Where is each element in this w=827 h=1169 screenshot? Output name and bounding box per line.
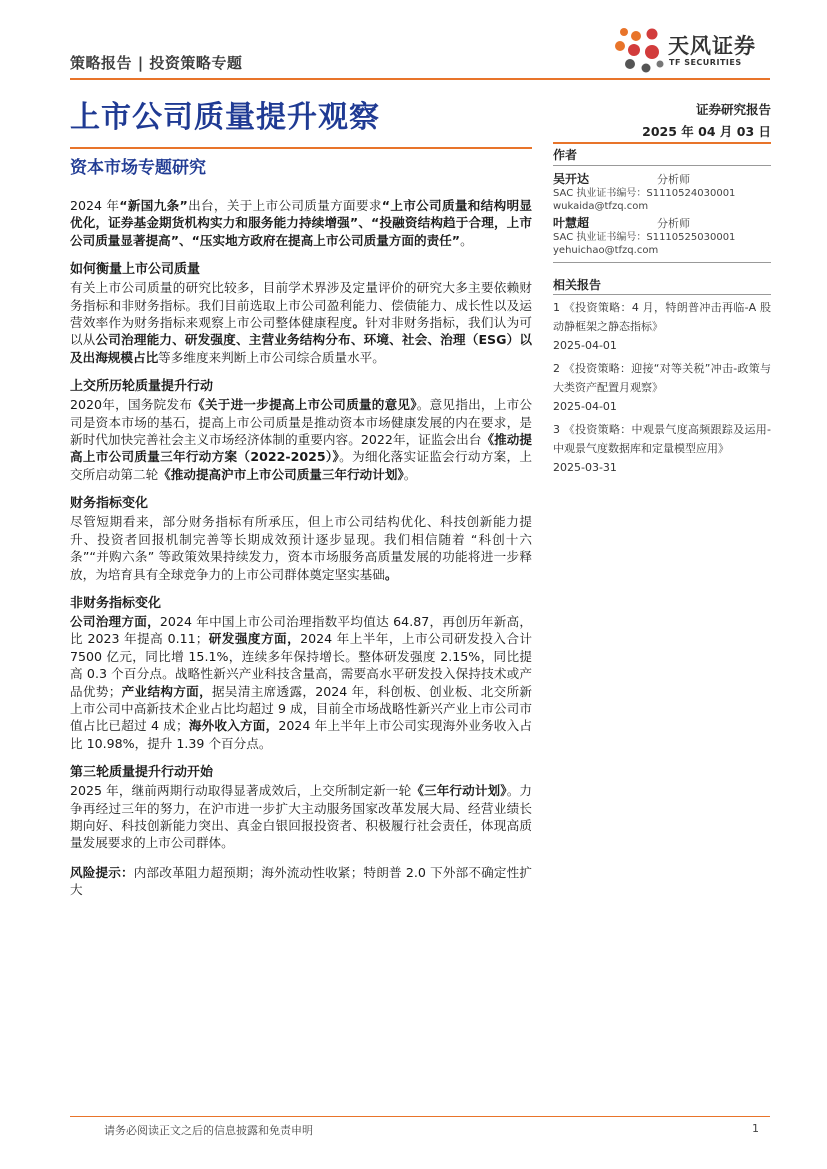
related-report-date: 2025-04-01 — [553, 339, 617, 352]
intro-text: 出台，关于上市公司质量方面要求 — [187, 198, 382, 213]
intro-bold: “上市公司质量和结构明显优化，证券基金期货机构实力和服务能力持续增强”、“投融资结构趋于合理，上市公司质量显著提高”、“压实地方政府在提高上市公司质量方面的责任” — [70, 198, 533, 248]
sidebar-rule — [553, 294, 771, 295]
section-bold: 《推动提高上市公司质量三年行动方案（2022-2025）》 — [70, 432, 532, 465]
doc-type: 证券研究报告 — [695, 102, 771, 117]
author-sac: SAC 执业证书编号：S1110525030001 — [553, 232, 736, 243]
logo-en: TF SECURITIES — [669, 58, 742, 67]
section-text: 2020年，国务院发布 — [70, 397, 193, 413]
section-bold: 公司治理能力、研发强度、主营业务结构分布、环境、社会、治理（ESG）以及出海规模占比 — [70, 332, 532, 365]
section-bold: 。 — [384, 566, 398, 582]
related-reports-title: 相关报告 — [553, 278, 602, 292]
intro-text: 2024 年 — [70, 198, 120, 213]
section-bold: 《三年行动计划》 — [411, 783, 507, 799]
section-text: 尽管短期看来，部分财务指标有所承压，但上市公司结构优化、科技创新能力提升、投资者回报机制完善等长期成效预计逐步显现。我们相信随着 “科创十六条”“并购六条” 等政策效果持续发力，资本市场服务高质量发展的功能将进一步释放，为培育具有全球竞争力的上市公司群体奠定坚实基础 — [70, 514, 532, 582]
footer-divider — [70, 1116, 770, 1117]
doc-date: 2025 年 04 月 03 日 — [642, 124, 771, 139]
section-text: 2024 年中国上市公司治理指数平均值达 64.87，再创历年新高，比 2023 年提高 0.11； — [70, 613, 532, 647]
risk-warning — [70, 864, 532, 899]
section-text: 有关上市公司质量的研究比较多，目前学术界涉及定量评价的研究大多主要依赖财务指标和非财务指标。我们目前选取上市公司盈利能力、偿债能力、成长性以及运营效率作为财务指标来观察上市公司整体健康程度 — [70, 280, 532, 331]
page-subtitle: 资本市场专题研究 — [70, 158, 206, 178]
risk-text: 内部改革阻力超预期；海外流动性收紧；特朗普 2.0 下外部不确定性扩大 — [70, 864, 532, 898]
sidebar-rule — [553, 165, 771, 166]
related-report-text[interactable]: 3 《投资策略：中观景气度高频跟踪及运用-中观景气度数据库和定量模型应用》 — [553, 423, 771, 455]
related-report-date: 2025-03-31 — [553, 461, 617, 474]
section-financial — [70, 495, 532, 583]
title-divider — [70, 147, 532, 149]
author-card — [553, 170, 771, 213]
section-text: 。力争再经过三年的努力，在沪市进一步扩大主动服务国家改革发展大局、经营业绩长期向好、科技创新能力突出、真金白银回报投资者、积极履行社会责任，体现高质量发展要求的上市公司群体。 — [70, 783, 532, 851]
authors-title: 作者 — [553, 148, 578, 162]
author-role: 分析师 — [657, 217, 690, 230]
intro-bold: “新国九条” — [119, 198, 188, 213]
section-text: 。意见指出，上市公司是资本市场的基石，提高上市公司质量是推动资本市场健康发展的内在要求，是新时代加快完善社会主义市场经济体制的重要内容。2022年，证监会出台 — [70, 397, 533, 448]
main-content — [70, 197, 532, 899]
section-third-round — [70, 764, 532, 852]
footer-disclaimer: 请务必阅读正文之后的信息披露和免责申明 — [104, 1124, 313, 1137]
section-bold: 产业结构方面， — [121, 683, 212, 699]
author-name: 叶慧超 — [553, 216, 590, 230]
section-title: 非财务指标变化 — [70, 595, 162, 611]
section-text: 据吴清主席透露，2024 年，科创板、创业板、北交所新上市公司中高新技术企业占比均超过 9 成，目前全市场战略性新兴产业上市公司市值占比已超过 4 成； — [70, 683, 533, 734]
section-title: 上交所历轮质量提升行动 — [70, 379, 214, 395]
section-quality-measure — [70, 261, 532, 366]
related-report-item[interactable] — [553, 298, 771, 355]
section-title: 如何衡量上市公司质量 — [70, 262, 201, 278]
section-text: 2024 年上半年，上市公司研发投入合计 7500 亿元，同比增 15.1%，连续多年保持增长。整体研发强度 2.15%，同比提高 0.3 个百分点。战略性新兴产业科技含量高，需要高水平研发投入保持技术或产品优势； — [70, 631, 532, 699]
intro-text: 。 — [460, 232, 473, 248]
section-text: 。 — [403, 466, 417, 482]
section-text: 2025 年，继前两期行动取得显著成效后，上交所制定新一轮 — [70, 783, 412, 799]
section-bold: 《关于进一步提高上市公司质量的意见》 — [192, 397, 417, 413]
related-report-item[interactable] — [553, 420, 771, 477]
author-role: 分析师 — [657, 173, 690, 186]
author-email[interactable]: wukaida@tfzq.com — [553, 201, 649, 212]
related-report-date: 2025-04-01 — [553, 400, 617, 413]
section-title: 财务指标变化 — [70, 496, 149, 512]
logo-name: 天风证券 — [668, 34, 756, 58]
section-nonfinancial — [70, 595, 532, 752]
section-text: 针对非财务指标，我们认为可以从 — [70, 315, 533, 348]
section-text: 。为细化落实证监会行动方案，上交所启动第二轮 — [70, 449, 533, 482]
section-text: 2024 年上半年上市公司实现海外业务收入占比 10.98%，提升 1.39 个百分点。 — [70, 718, 532, 751]
risk-label: 风险提示： — [70, 864, 134, 880]
author-email[interactable]: yehuichao@tfzq.com — [553, 245, 659, 256]
section-bold: 公司治理方面， — [70, 613, 160, 629]
section-bold: 《推动提高沪市上市公司质量三年行动计划》 — [158, 466, 404, 482]
page-title: 上市公司质量提升观察 — [70, 100, 380, 135]
page-number: 1 — [752, 1122, 759, 1135]
related-report-text[interactable]: 2 《投资策略：迎接“对等关税”冲击-政策与大类资产配置月观察》 — [553, 362, 771, 394]
related-report-list — [553, 298, 771, 477]
sidebar-rule — [553, 262, 771, 263]
header-divider — [70, 78, 770, 80]
intro-paragraph — [70, 197, 532, 249]
section-title: 第三轮质量提升行动开始 — [70, 765, 214, 781]
section-bold: 研发强度方面， — [208, 631, 301, 647]
section-bold: 海外收入方面， — [188, 718, 279, 734]
section-bold: 。 — [352, 315, 366, 331]
sidebar-divider — [553, 142, 771, 144]
section-text: 等多维度来判断上市公司综合质量水平。 — [158, 349, 385, 365]
author-card — [553, 214, 771, 257]
report-category: 策略报告 | 投资策略专题 — [70, 54, 243, 72]
section-sse-actions — [70, 378, 532, 483]
author-sac: SAC 执业证书编号：S1110524030001 — [553, 188, 736, 199]
author-name: 吴开达 — [553, 172, 590, 186]
related-report-text[interactable]: 1 《投资策略：4 月，特朗普冲击再临-A 股动静框架之静态指标》 — [553, 301, 771, 333]
related-report-item[interactable] — [553, 359, 771, 416]
